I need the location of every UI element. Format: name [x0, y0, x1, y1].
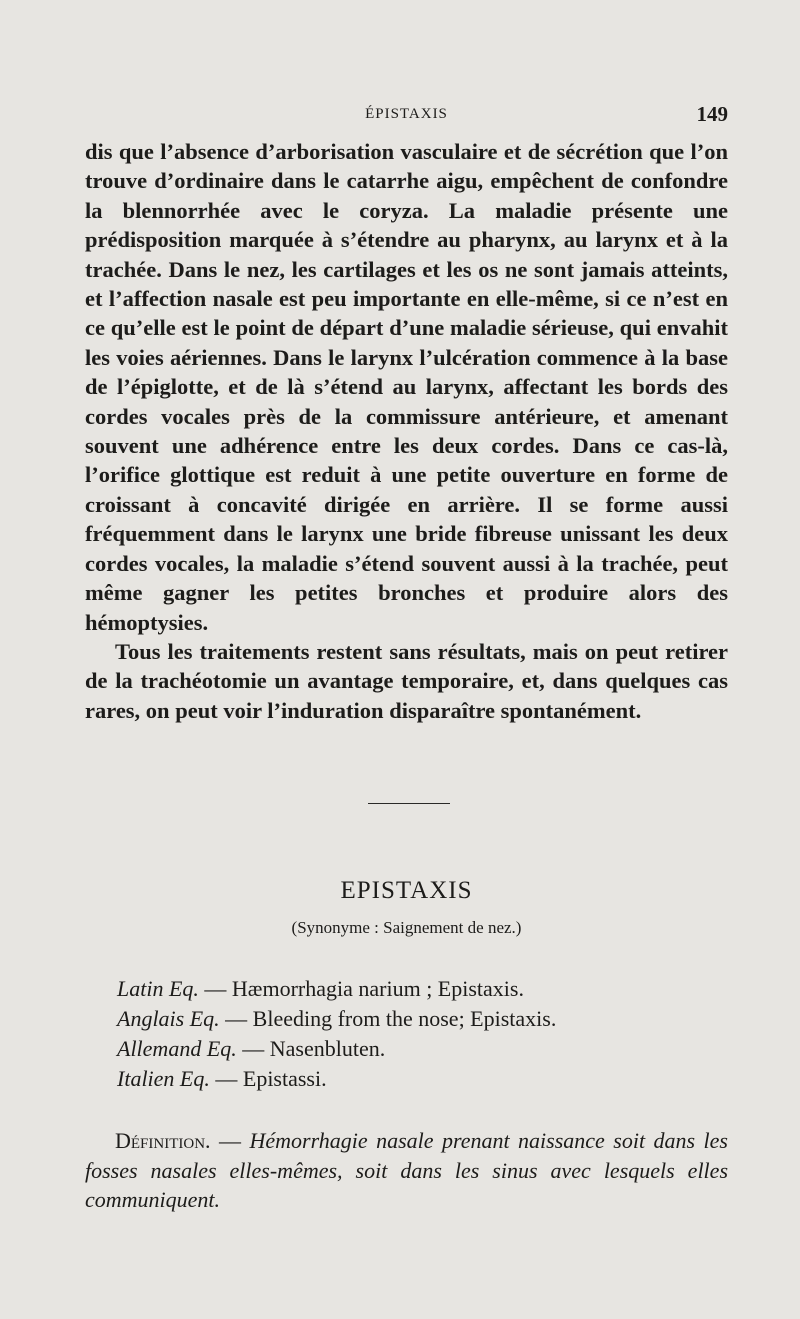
equivalent-language: Anglais Eq. [117, 1006, 220, 1031]
definition-paragraph [85, 1126, 728, 1215]
definition-block [85, 1126, 728, 1215]
definition-label: Définition. [115, 1128, 211, 1153]
equivalent-language: Italien Eq. [117, 1066, 210, 1091]
definition-text: Hémorrhagie nasale prenant naissance soit dans les fosses nasales elles-mêmes, soit dans les sinus avec lesquels elles communiquent. [85, 1128, 728, 1212]
equivalent-dash: — [236, 1036, 270, 1061]
equivalent-dash: — [209, 1066, 243, 1091]
paragraph: Tous les traitements restent sans résultats, mais on peut retirer de la trachéotomie un avantage temporaire, et, dans quelques cas rares, on peut voir l’induration disparaître spontanément. [85, 638, 728, 723]
section-heading: EPISTAXIS [340, 877, 473, 904]
equivalent-value: Nasenbluten. [269, 1036, 386, 1061]
section-divider [368, 803, 450, 804]
equivalent-value: Bleeding from the nose; Epistaxis. [252, 1006, 557, 1031]
synonym-line: (Synonyme : Saignement de nez.) [291, 918, 522, 937]
equivalent-german [117, 1034, 737, 1064]
equivalent-italian [117, 1064, 737, 1094]
equivalents-list [117, 974, 737, 1094]
running-title: ÉPISTAXIS [365, 106, 448, 122]
equivalent-language: Allemand Eq. [117, 1036, 237, 1061]
equivalent-value: Hæmorrhagia narium ; Epistaxis. [231, 976, 524, 1001]
equivalent-dash: — [198, 976, 232, 1001]
paragraph: dis que l’absence d’arborisation vasculaire et de sécrétion que l’on trouve d’ordinaire dans le catarrhe aigu, empêchent de confondre la blennorrhée avec le coryza. La maladie présente une prédisposition marquée à s’étendre au pharynx, au larynx et à la trachée. Dans le nez, les cartilages et les os ne sont jamais atteints, et l’affection nasale est peu importante en elle-même, si ce n’est en ce qu’elle est le point de départ d’une maladie sérieuse, qui envahit les voies aériennes. Dans le larynx l’ulcération commence à la base de l’épiglotte, et de là s’étend au larynx, affectant les bords des cordes vocales près de la commissure antérieure, et amenant souvent une adhérence entre les deux cordes. Dans ce cas-là, l’orifice glottique est reduit à une petite ouverture en forme de croissant à concavité dirigée en arrière. Il se forme aussi fréquemment dans le larynx une bride fibreuse unissant les deux cordes vocales, la maladie s’étend souvent aussi à la trachée, peut même gagner les petites bronches et produire alors des hémoptysies. [85, 139, 728, 635]
equivalent-dash: — [219, 1006, 253, 1031]
page-number: 149 [696, 102, 728, 126]
equivalent-value: Epistassi. [242, 1066, 327, 1091]
equivalent-language: Latin Eq. [117, 976, 199, 1001]
equivalent-latin [117, 974, 737, 1004]
definition-dash: — [210, 1128, 250, 1153]
running-head [85, 100, 728, 130]
body-text [85, 137, 728, 725]
equivalent-english [117, 1004, 737, 1034]
